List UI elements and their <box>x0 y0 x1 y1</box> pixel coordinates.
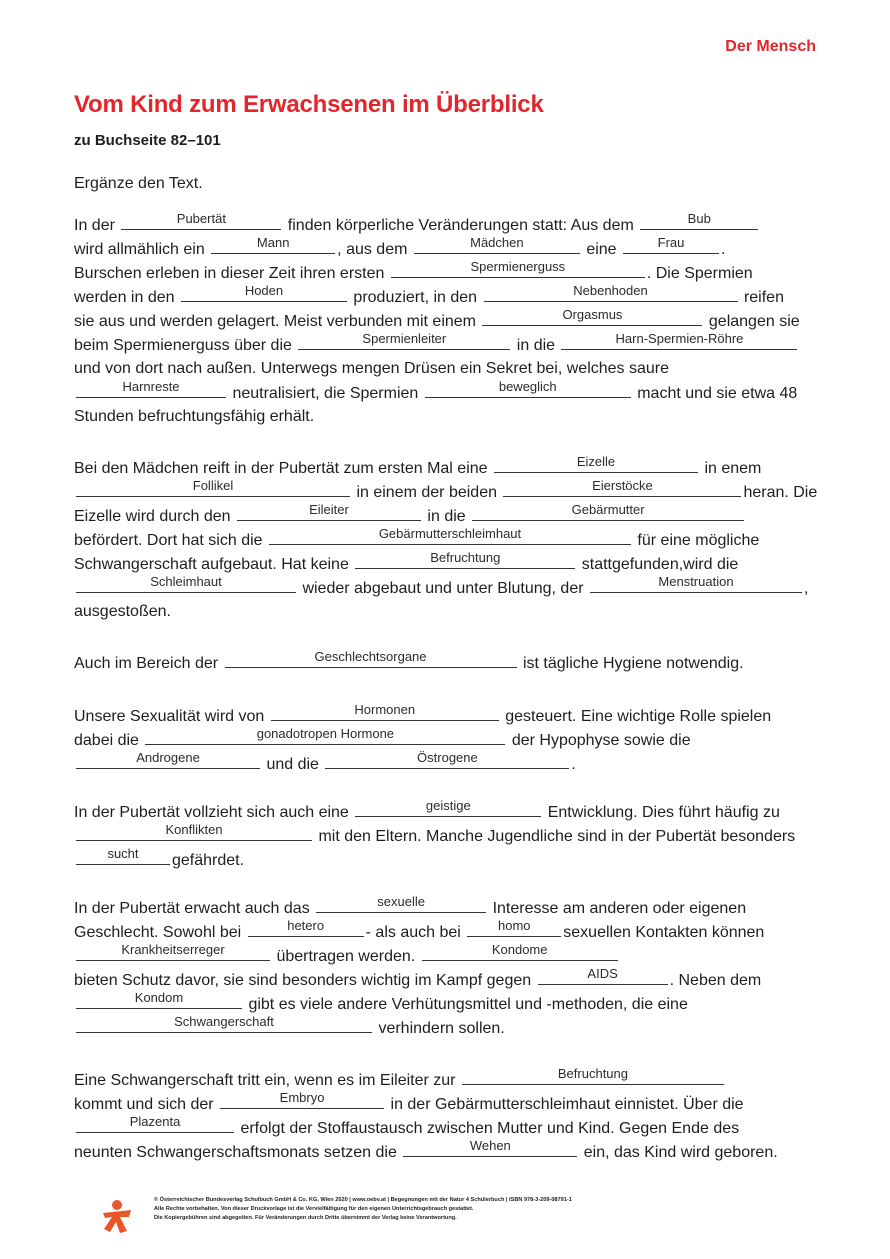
static-text: ein, das Kind wird geboren. <box>579 1144 778 1161</box>
text-line <box>74 920 819 944</box>
text-line <box>74 504 819 528</box>
footer-line-2: Alle Rechte vorbehalten. Von dieser Druckvorlage ist die Vervielfältigung für den eigenen Unterrichtsgebrauch gestattet. <box>154 1206 474 1212</box>
static-text: Entwicklung. Dies führt häufig zu <box>543 804 780 821</box>
answer-blank[interactable] <box>237 504 421 521</box>
static-text: finden körperliche Veränderungen statt: Aus dem <box>283 217 639 234</box>
answer-blank[interactable] <box>590 576 802 593</box>
handwritten-answer: Geschlechtsorgane <box>314 649 427 664</box>
answer-blank[interactable] <box>355 552 575 569</box>
handwritten-answer: Androgene <box>136 750 200 765</box>
answer-blank[interactable] <box>76 992 242 1009</box>
handwritten-answer: Harnreste <box>122 379 180 394</box>
text-line <box>74 752 819 776</box>
static-text: produziert, in den <box>348 289 482 306</box>
static-text: gelangen sie <box>704 313 800 330</box>
static-text: wird allmählich ein <box>74 241 210 258</box>
handwritten-answer: Bub <box>687 211 711 226</box>
static-text: In der Pubertät vollzieht sich auch eine <box>74 804 354 821</box>
answer-blank[interactable] <box>211 237 335 254</box>
handwritten-answer: hetero <box>287 918 325 933</box>
answer-blank[interactable] <box>391 261 645 278</box>
static-text: eine <box>581 241 622 258</box>
text-line <box>74 896 819 920</box>
static-text: gibt es viele andere Verhütungsmittel und -methoden, die eine <box>244 996 688 1013</box>
handwritten-answer: geistige <box>425 798 471 813</box>
answer-blank[interactable] <box>316 896 486 913</box>
text-line <box>74 848 819 872</box>
static-text: Unsere Sexualität wird von <box>74 708 269 725</box>
text-line <box>74 213 819 237</box>
static-text: - als auch bei <box>365 924 466 941</box>
answer-blank[interactable] <box>561 333 797 350</box>
handwritten-answer: AIDS <box>587 966 618 981</box>
static-text: Stunden befruchtungsfähig erhält. <box>74 408 315 425</box>
static-text: Eine Schwangerschaft tritt ein, wenn es im Eileiter zur <box>74 1072 460 1089</box>
footer-line-1: © Österreichischer Bundesverlag Schulbuch GmbH & Co. KG, Wien 2020 | www.oebv.at | Begegnungen mit der Natur 4 Schülerbuch | ISBN 978-3-209-08791-1 <box>154 1197 572 1203</box>
static-text: reifen <box>739 289 784 306</box>
paragraph-sexuality <box>74 896 819 1040</box>
text-line <box>74 800 819 824</box>
answer-blank[interactable] <box>76 824 312 841</box>
static-text: Schwangerschaft aufgebaut. Hat keine <box>74 556 354 573</box>
static-text: Geschlecht. Sowohl bei <box>74 924 246 941</box>
static-text: . Neben dem <box>669 972 762 989</box>
answer-blank[interactable] <box>76 576 296 593</box>
text-line <box>74 381 819 405</box>
paragraph-puberty-boys <box>74 213 819 429</box>
text-line <box>74 1016 819 1040</box>
static-text: ist tägliche Hygiene notwendig. <box>518 655 744 672</box>
static-text: werden in den <box>74 289 179 306</box>
answer-blank[interactable] <box>76 848 170 865</box>
static-text: sie aus und werden gelagert. Meist verbunden mit einem <box>74 313 481 330</box>
static-text: , <box>803 580 809 597</box>
answer-blank[interactable] <box>325 752 569 769</box>
static-text: neutralisiert, die Spermien <box>228 385 423 402</box>
answer-blank[interactable] <box>422 944 618 961</box>
handwritten-answer: Krankheitserreger <box>121 942 225 957</box>
text-line <box>74 357 819 381</box>
static-text: Auch im Bereich der <box>74 655 223 672</box>
answer-blank[interactable] <box>76 944 270 961</box>
text-line <box>74 651 819 675</box>
handwritten-answer: gonadotropen Hormone <box>256 726 395 741</box>
text-line <box>74 968 819 992</box>
answer-blank[interactable] <box>269 528 631 545</box>
answer-blank[interactable] <box>220 1092 384 1109</box>
footer-line-3: Die Kopiergebühren sind abgegolten. Für Veränderungen durch Dritte übernimmt der Verlag keine Verantwortung. <box>154 1215 457 1221</box>
text-line <box>74 728 819 752</box>
footer-copyright <box>154 1196 572 1223</box>
answer-blank[interactable] <box>623 237 719 254</box>
answer-blank[interactable] <box>462 1068 724 1085</box>
handwritten-answer: Frau <box>657 235 685 250</box>
answer-blank[interactable] <box>467 920 561 937</box>
handwritten-answer: Kondom <box>134 990 184 1005</box>
answer-blank[interactable] <box>403 1140 577 1157</box>
answer-blank[interactable] <box>640 213 758 230</box>
text-line <box>74 528 819 552</box>
static-text: Interesse am anderen oder eigenen <box>488 900 747 917</box>
answer-blank[interactable] <box>76 752 260 769</box>
static-text: . <box>721 241 726 258</box>
static-text: erfolgt der Stoffaustausch zwischen Mutter und Kind. Gegen Ende des <box>236 1120 740 1137</box>
answer-blank[interactable] <box>484 285 738 302</box>
static-text: Eizelle wird durch den <box>74 508 235 525</box>
handwritten-answer: Befruchtung <box>557 1066 628 1081</box>
handwritten-answer: homo <box>498 918 531 933</box>
page-subtitle: zu Buchseite 82–101 <box>74 132 221 149</box>
static-text: in die <box>512 337 560 354</box>
static-text: übertragen werden. <box>272 948 420 965</box>
text-line <box>74 552 819 576</box>
handwritten-answer: Kondome <box>491 942 548 957</box>
static-text: neunten Schwangerschaftsmonats setzen die <box>74 1144 402 1161</box>
static-text: , aus dem <box>337 241 412 258</box>
text-line <box>74 285 819 309</box>
text-line <box>74 600 819 624</box>
static-text: in enem <box>700 460 762 477</box>
static-text: befördert. Dort hat sich die <box>74 532 267 549</box>
paragraph-puberty-girls <box>74 456 819 624</box>
handwritten-answer: Spermienerguss <box>470 259 566 274</box>
footer <box>100 1196 820 1240</box>
paragraph-pregnancy <box>74 1068 819 1164</box>
static-text: in der Gebärmutterschleimhaut einnistet. Über die <box>386 1096 744 1113</box>
static-text: für eine mögliche <box>632 532 760 549</box>
static-text: stattgefunden,wird die <box>577 556 739 573</box>
handwritten-answer: Befruchtung <box>430 550 501 565</box>
static-text: sexuellen Kontakten können <box>563 924 765 941</box>
static-text: bieten Schutz davor, sie sind besonders wichtig im Kampf gegen <box>74 972 536 989</box>
text-line <box>74 1068 819 1092</box>
static-text: Burschen erleben in dieser Zeit ihren ersten <box>74 265 389 282</box>
handwritten-answer: Wehen <box>469 1138 511 1153</box>
handwritten-answer: Schleimhaut <box>150 574 222 589</box>
handwritten-answer: Hoden <box>244 283 284 298</box>
answer-blank[interactable] <box>248 920 364 937</box>
answer-blank[interactable] <box>482 309 702 326</box>
text-line <box>74 1116 819 1140</box>
text-line <box>74 405 819 429</box>
instruction-text: Ergänze den Text. <box>74 175 203 192</box>
answer-blank[interactable] <box>76 480 350 497</box>
paragraph-hygiene <box>74 651 819 675</box>
handwritten-answer: Gebärmutterschleimhaut <box>378 526 522 541</box>
static-text: heran. Die <box>743 484 818 501</box>
handwritten-answer: sucht <box>107 846 139 861</box>
answer-blank[interactable] <box>76 1116 234 1133</box>
static-text: in einem der beiden <box>352 484 502 501</box>
static-text: gefährdet. <box>172 852 245 869</box>
static-text: ausgestoßen. <box>74 603 171 620</box>
answer-blank[interactable] <box>76 381 226 398</box>
text-line <box>74 480 819 504</box>
handwritten-answer: Spermienleiter <box>362 331 447 346</box>
handwritten-answer: beweglich <box>498 379 557 394</box>
answer-blank[interactable] <box>76 1016 372 1033</box>
answer-blank[interactable] <box>425 381 631 398</box>
static-text: in die <box>422 508 471 525</box>
text-line <box>74 1092 819 1116</box>
static-text: In der <box>74 217 120 234</box>
page-title: Vom Kind zum Erwachsenen im Überblick <box>74 91 544 118</box>
static-text: mit den Eltern. Manche Jugendliche sind in der Pubertät besonders <box>314 828 796 845</box>
static-text: wieder abgebaut und unter Blutung, der <box>298 580 588 597</box>
handwritten-answer: Menstruation <box>658 574 734 589</box>
handwritten-answer: Embryo <box>279 1090 325 1105</box>
answer-blank[interactable] <box>271 704 499 721</box>
text-line <box>74 237 819 261</box>
text-line <box>74 333 819 357</box>
handwritten-answer: Follikel <box>192 478 234 493</box>
handwritten-answer: Orgasmus <box>562 307 623 322</box>
text-line <box>74 824 819 848</box>
handwritten-answer: Gebärmutter <box>571 502 645 517</box>
text-line <box>74 576 819 600</box>
answer-blank[interactable] <box>355 800 541 817</box>
answer-blank[interactable] <box>298 333 510 350</box>
text-line <box>74 1140 819 1164</box>
handwritten-answer: Pubertät <box>176 211 226 226</box>
text-line <box>74 456 819 480</box>
handwritten-answer: Plazenta <box>129 1114 181 1129</box>
answer-blank[interactable] <box>121 213 281 230</box>
static-text: und von dort nach außen. Unterwegs mengen Drüsen ein Sekret bei, welches saure <box>74 360 670 377</box>
section-label: Der Mensch <box>725 38 816 55</box>
handwritten-answer: Eizelle <box>576 454 616 469</box>
handwritten-answer: Östrogene <box>417 750 478 765</box>
static-text: Bei den Mädchen reift in der Pubertät zum ersten Mal eine <box>74 460 492 477</box>
answer-blank[interactable] <box>472 504 744 521</box>
logo-mark <box>103 1200 131 1233</box>
answer-blank[interactable] <box>414 237 580 254</box>
static-text: der Hypophyse sowie die <box>507 732 691 749</box>
handwritten-answer: sexuelle <box>377 894 425 909</box>
static-text: In der Pubertät erwacht auch das <box>74 900 315 917</box>
paragraph-hormones <box>74 704 819 776</box>
answer-blank[interactable] <box>225 651 517 668</box>
handwritten-answer: Konflikten <box>165 822 223 837</box>
static-text: . Die Spermien <box>646 265 753 282</box>
static-text: und die <box>262 756 324 773</box>
text-line <box>74 704 819 728</box>
handwritten-answer: Hormonen <box>354 702 416 717</box>
text-line <box>74 309 819 333</box>
text-line <box>74 992 819 1016</box>
answer-blank[interactable] <box>538 968 668 985</box>
answer-blank[interactable] <box>503 480 741 497</box>
answer-blank[interactable] <box>145 728 505 745</box>
static-text: . <box>571 756 576 773</box>
answer-blank[interactable] <box>181 285 347 302</box>
static-text: gesteuert. Eine wichtige Rolle spielen <box>500 708 772 725</box>
static-text: kommt und sich der <box>74 1096 219 1113</box>
handwritten-answer: Nebenhoden <box>573 283 648 298</box>
static-text: dabei die <box>74 732 144 749</box>
text-line <box>74 261 819 285</box>
handwritten-answer: Mann <box>256 235 290 250</box>
answer-blank[interactable] <box>494 456 698 473</box>
paragraph-development <box>74 800 819 872</box>
static-text: verhindern sollen. <box>374 1020 505 1037</box>
static-text: beim Spermienerguss über die <box>74 337 297 354</box>
handwritten-answer: Eileiter <box>309 502 349 517</box>
handwritten-answer: Harn-Spermien-Röhre <box>615 331 744 346</box>
publisher-logo-icon <box>100 1198 134 1234</box>
static-text: macht und sie etwa 48 <box>632 385 798 402</box>
text-line <box>74 944 819 968</box>
handwritten-answer: Mädchen <box>470 235 524 250</box>
handwritten-answer: Eierstöcke <box>592 478 653 493</box>
handwritten-answer: Schwangerschaft <box>174 1014 274 1029</box>
